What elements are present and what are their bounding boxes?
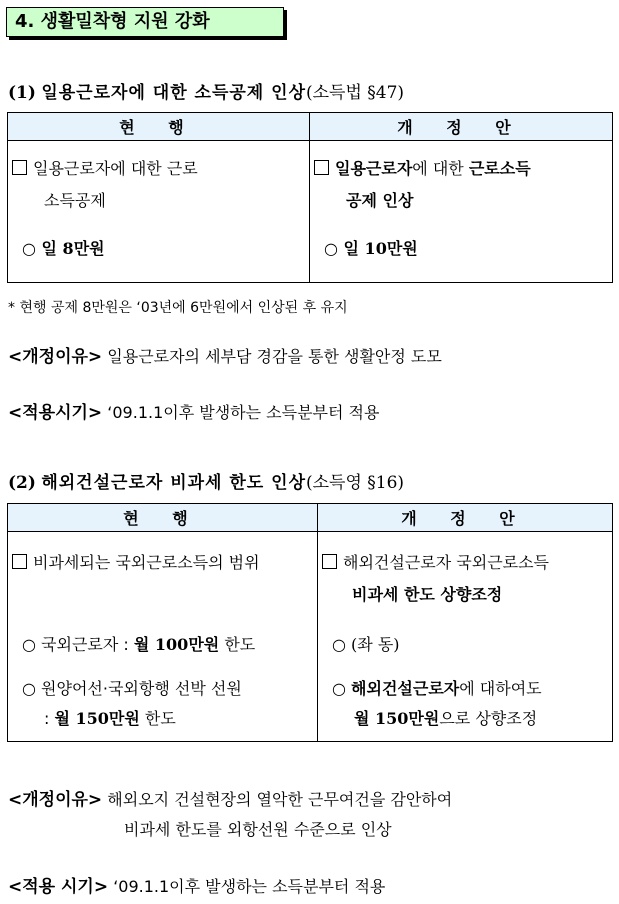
item1-note: * 현행 공제 8만원은 ‘03년에 6만원에서 인상된 후 유지 — [8, 300, 348, 316]
item1-col-revised: 개 정 안 — [310, 113, 613, 141]
item1-period-text: ‘09.1.1이후 발생하는 소득분부터 적용 — [107, 403, 380, 422]
item2-revised-b2-line2-post: 으로 상향조정 — [439, 709, 538, 728]
item2-comparison-table — [7, 503, 613, 742]
item1-heading: 일용근로자에 대한 소득공제 인상 — [41, 83, 306, 103]
item2-current-bullet2-line2 — [44, 706, 176, 729]
item1-reason — [8, 342, 442, 367]
item1-revised-cell — [310, 141, 613, 283]
item2-title — [8, 468, 404, 493]
item2-period-label: <적용 시기> — [8, 877, 109, 897]
item2-col-revised: 개 정 안 — [318, 504, 613, 532]
item1-title — [8, 78, 404, 103]
item1-current-text1: 일용근로자에 대한 근로 — [33, 159, 198, 178]
item1-revised-bold1: 일용근로자 — [335, 159, 413, 178]
item2-current-b2-post: 한도 — [139, 709, 176, 728]
checkbox-square-icon — [322, 554, 337, 569]
item1-col-current: 현 행 — [8, 113, 310, 141]
item2-current-b2-pre: : — [44, 709, 55, 728]
item2-revised-b2-line2-bold: 월 150만원 — [354, 709, 440, 728]
item2-reason-label: <개정이유> — [8, 790, 103, 810]
item1-period — [8, 398, 379, 423]
item2-current-cell — [8, 532, 318, 742]
item2-period-text: ‘09.1.1이후 발생하는 소득분부터 적용 — [113, 877, 386, 896]
item2-heading: 해외건설근로자 비과세 한도 인상 — [41, 473, 306, 493]
item2-current-b1-pre: ○ 국외근로자 : — [22, 635, 134, 654]
item2-period — [8, 872, 385, 897]
item2-current-bullet2: ○ 원양어선·국외항행 선박 선원 — [22, 679, 242, 698]
item1-revised-line1 — [314, 156, 531, 179]
item2-revised-text1: 해외건설근로자 국외근로소득 — [343, 553, 550, 572]
item1-current-line1 — [12, 156, 198, 179]
item2-revised-bullet2 — [332, 676, 542, 699]
item2-current-b2-bold: 월 150만원 — [54, 709, 140, 728]
item2-current-text1: 비과세되는 국외근로소득의 범위 — [33, 553, 260, 572]
item2-current-bullet1 — [22, 632, 255, 655]
item1-revised-bullet: ○ 일 10만원 — [324, 239, 418, 258]
checkbox-square-icon — [12, 554, 27, 569]
item1-period-label: <적용시기> — [8, 403, 103, 423]
checkbox-square-icon — [314, 160, 329, 175]
item2-number: (2) — [8, 473, 36, 493]
item2-revised-bullet1: ○ (좌 동) — [332, 635, 400, 654]
item2-reason-text1: 해외오지 건설현장의 열악한 근무여건을 감안하여 — [107, 790, 453, 809]
checkbox-square-icon — [12, 160, 27, 175]
item2-current-b1-post: 한도 — [219, 635, 256, 654]
item1-revised-rest1: 에 대한 — [412, 159, 469, 178]
item1-law-ref: (소득법 §47) — [306, 83, 405, 103]
item2-reason-text2: 비과세 한도를 외항선원 수준으로 인상 — [124, 820, 392, 839]
item1-reason-label: <개정이유> — [8, 347, 103, 367]
item2-revised-cell — [318, 532, 613, 742]
item1-reason-text: 일용근로자의 세부담 경감을 통한 생활안정 도모 — [107, 347, 442, 366]
item2-revised-line1 — [322, 550, 549, 573]
item2-revised-b2-bold: 해외건설근로자 — [351, 679, 460, 698]
item2-current-line1 — [12, 550, 260, 573]
item2-col-current: 현 행 — [8, 504, 318, 532]
item1-revised-bold2: 근로소득 — [468, 159, 531, 178]
item2-current-b1-bold: 월 100만원 — [133, 635, 220, 654]
item2-revised-b2-pre: ○ — [332, 679, 352, 698]
item1-current-line2: 소득공제 — [44, 191, 106, 210]
section-title: 4. 생활밀착형 지원 강화 — [6, 7, 284, 37]
item1-current-bullet: ○ 일 8만원 — [22, 239, 105, 258]
item2-revised-b2-post: 에 대하여도 — [459, 679, 542, 698]
item1-current-cell — [8, 141, 310, 283]
item2-reason — [8, 785, 452, 810]
item2-law-ref: (소득영 §16) — [306, 473, 405, 493]
item1-revised-line2: 공제 인상 — [346, 191, 414, 210]
item1-number: (1) — [8, 83, 36, 103]
item2-revised-bullet2-line2 — [354, 706, 537, 729]
item2-revised-line2: 비과세 한도 상향조정 — [352, 585, 503, 604]
item1-comparison-table — [7, 112, 613, 283]
